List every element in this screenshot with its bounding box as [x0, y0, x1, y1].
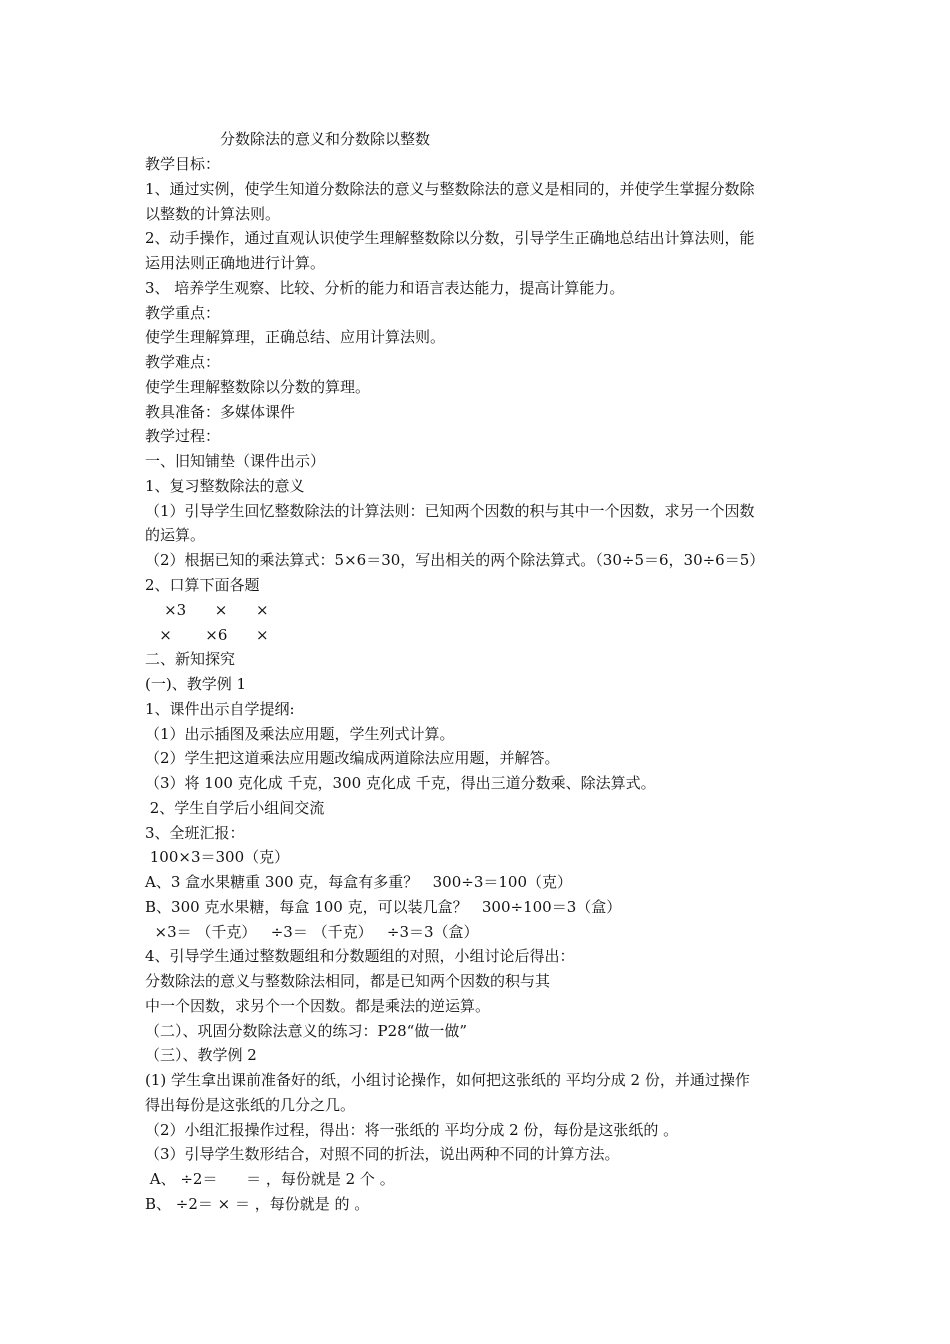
document-title: 分数除法的意义和分数除以整数 [220, 130, 431, 148]
text-line: （1）引导学生回忆整数除法的计算法则：已知两个因数的积与其中一个因数，求另一个因数 [145, 502, 755, 520]
text-line: （3）将 100 克化成 千克，300 克化成 千克，得出三道分数乘、除法算式。 [145, 774, 656, 792]
text-line: 4、引导学生通过整数题组和分数题组的对照，小组讨论后得出： [145, 947, 575, 965]
text-line: 教学过程： [145, 427, 221, 445]
text-line: （1）出示插图及乘法应用题，学生列式计算。 [145, 725, 455, 743]
text-line: 100×3＝300（克） [145, 848, 290, 866]
text-line: 运用法则正确地进行计算。 [145, 254, 326, 272]
text-line: 二、新知探究 [145, 650, 236, 668]
text-line: × ×6 × [145, 626, 269, 644]
text-line: 2、口算下面各题 [145, 576, 260, 594]
text-line: A、3 盒水果糖重 300 克，每盒有多重？ 300÷3＝100（克） [145, 873, 572, 891]
text-line: 得出每份是这张纸的几分之几。 [145, 1096, 356, 1114]
text-line: 使学生理解整数除以分数的算理。 [145, 378, 371, 396]
text-line: 1、通过实例，使学生知道分数除法的意义与整数除法的意义是相同的，并使学生掌握分数除 [145, 180, 755, 198]
text-line: ×3＝ （千克） ÷3＝ （千克） ÷3＝3（盒） [145, 923, 479, 941]
text-line: （3）引导学生数形结合，对照不同的折法，说出两种不同的计算方法。 [145, 1145, 620, 1163]
text-line: （三）、教学例 2 [145, 1046, 257, 1064]
text-line: B、 ÷2＝ × ＝ ，每份就是 的 。 [145, 1195, 370, 1213]
text-line: 教学难点： [145, 353, 221, 371]
text-line: （二）、巩固分数除法意义的练习：P28“做一做” [145, 1022, 468, 1040]
text-line: 的运算。 [145, 526, 206, 544]
text-line: ×3 × × [145, 601, 269, 619]
text-line: （2）学生把这道乘法应用题改编成两道除法应用题，并解答。 [145, 749, 560, 767]
text-line: 使学生理解算理，正确总结、应用计算法则。 [145, 328, 446, 346]
text-line: 教具准备：多媒体课件 [145, 403, 296, 421]
text-line: 1、复习整数除法的意义 [145, 477, 305, 495]
text-line: 分数除法的意义与整数除法相同，都是已知两个因数的积与其 [145, 972, 551, 990]
text-line: （2）根据已知的乘法算式：5×6＝30，写出相关的两个除法算式。（30÷5＝6，30÷6＝5） [145, 551, 765, 569]
text-line: 教学重点： [145, 304, 221, 322]
text-line: 以整数的计算法则。 [145, 205, 281, 223]
text-line: 一、旧知铺垫（课件出示） [145, 452, 326, 470]
text-line: 2、动手操作，通过直观认识使学生理解整数除以分数，引导学生正确地总结出计算法则，能 [145, 229, 755, 247]
text-line: B、300 克水果糖，每盒 100 克，可以装几盒？ 300÷100＝3（盒） [145, 898, 622, 916]
text-line: (一)、教学例 1 [145, 675, 247, 693]
text-line: (1) 学生拿出课前准备好的纸，小组讨论操作，如何把这张纸的 平均分成 2 份，并通过操作 [145, 1071, 750, 1089]
text-line: 教学目标： [145, 155, 221, 173]
text-line: 1、课件出示自学提纲: [145, 700, 295, 718]
text-line: 2、学生自学后小组间交流 [145, 799, 325, 817]
text-line: 中一个因数，求另个一个因数。都是乘法的逆运算。 [145, 997, 491, 1015]
text-line: 3、 培养学生观察、比较、分析的能力和语言表达能力，提高计算能力。 [145, 279, 625, 297]
text-line: 3、全班汇报： [145, 824, 245, 842]
text-line: A、 ÷2＝ ＝ ，每份就是 2 个 。 [145, 1170, 395, 1188]
text-line: （2）小组汇报操作过程，得出：将一张纸的 平均分成 2 份，每份是这张纸的 。 [145, 1121, 679, 1139]
